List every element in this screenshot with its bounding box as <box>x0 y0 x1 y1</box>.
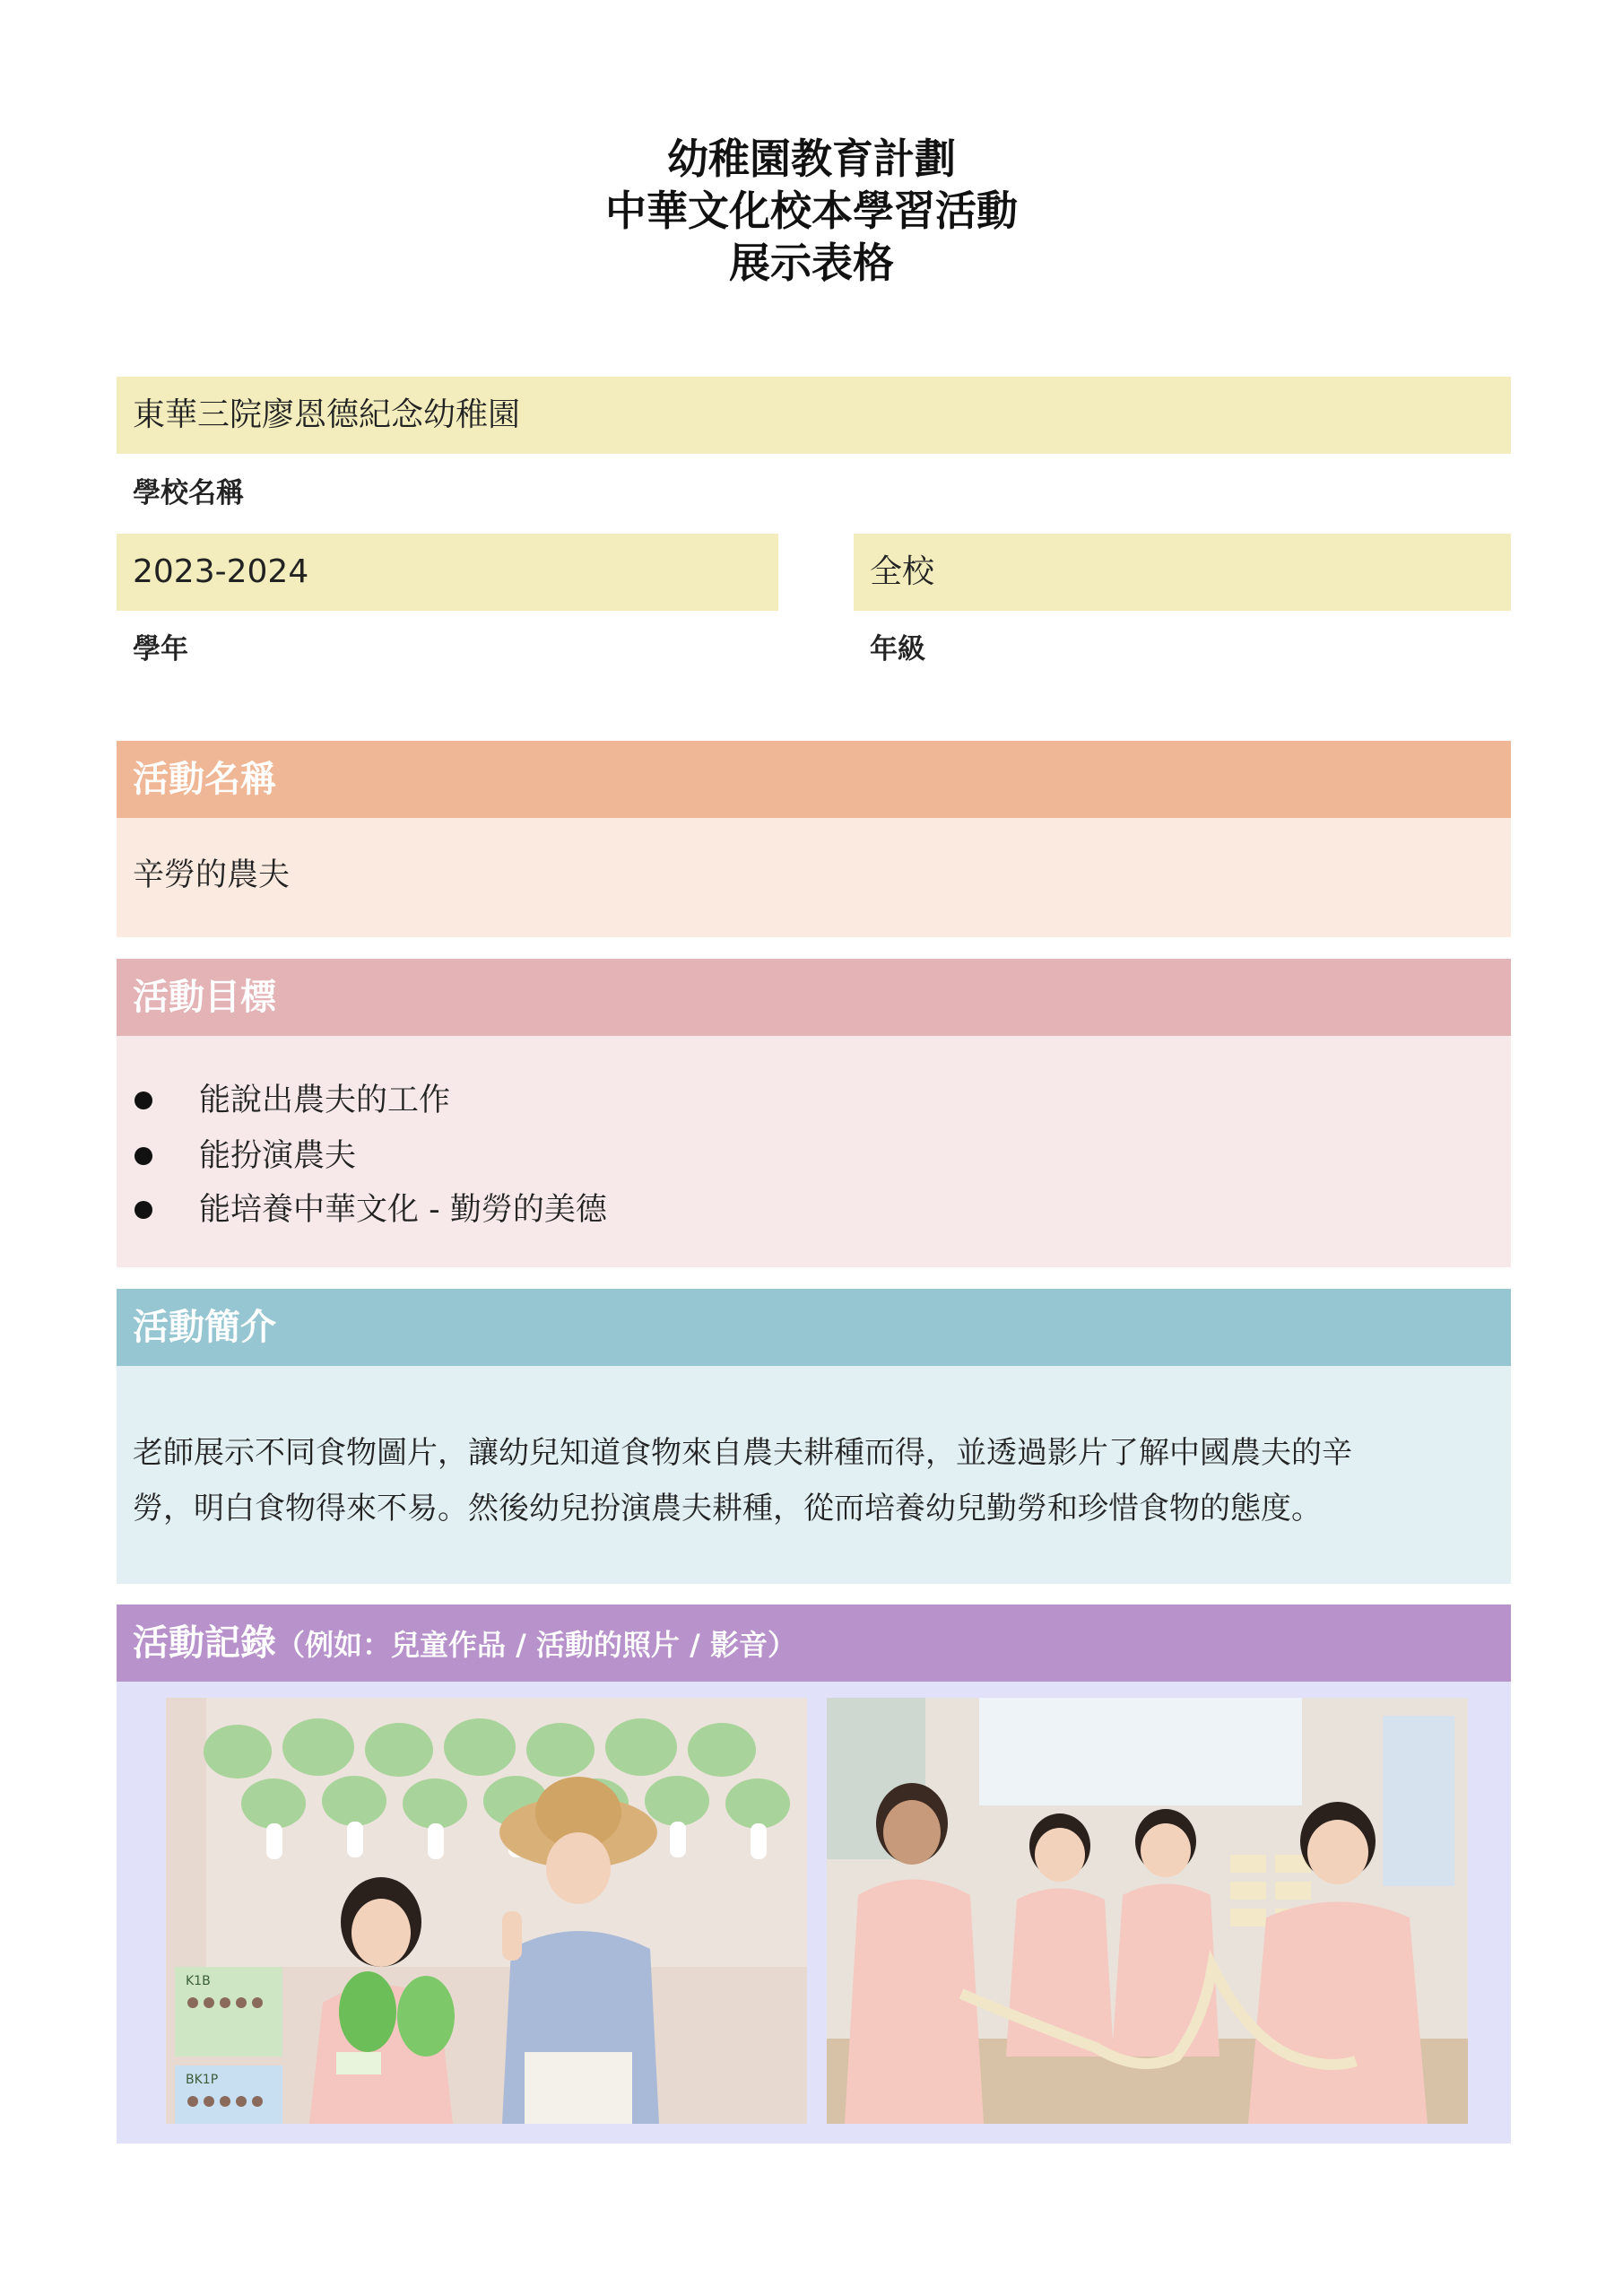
record-heading: 活動記錄 <box>133 1622 276 1664</box>
bullet-icon <box>135 1147 152 1165</box>
intro-line: 勞，明白食物得來不易。然後幼兒扮演農夫耕種，從而培養幼兒勤勞和珍惜食物的態度。 <box>133 1491 1322 1526</box>
photo-children-rope <box>827 1698 1468 2124</box>
activity-photo-2 <box>827 1698 1468 2124</box>
record-header <box>117 1605 1511 1682</box>
activity-name-value: 辛勞的農夫 <box>133 857 291 893</box>
objectives-body: 能說出農夫的工作 能扮演農夫 能培養中華文化 - 勤勞的美德 <box>117 1036 1511 1267</box>
wall-tag-bk1p: BK1P <box>186 2073 219 2087</box>
bullet-icon <box>135 1091 152 1109</box>
activity-name-body <box>117 818 1511 937</box>
school-year-label: 學年 <box>133 633 188 665</box>
activity-photo-1 <box>166 1698 807 2124</box>
page-title-line2: 中華文化校本學習活動 <box>605 187 1018 235</box>
school-name-field: 東華三院廖恩德紀念幼稚園 <box>117 377 1511 454</box>
grade-field: 全校 <box>854 534 1511 611</box>
school-year-field: 2023-2024 <box>117 534 778 611</box>
activity-name-header: 活動名稱 <box>117 741 1511 818</box>
page-title-line1: 幼稚園教育計劃 <box>667 135 956 183</box>
intro-body <box>117 1366 1511 1584</box>
record-subheading: （例如：兒童作品 / 活動的照片 / 影音） <box>276 1628 796 1662</box>
photo-farmer-with-cabbage <box>166 1698 807 2124</box>
bullet-icon <box>135 1201 152 1219</box>
intro-text <box>133 1425 1352 1536</box>
page-title-line3: 展示表格 <box>729 239 894 287</box>
wall-tag-k1b: K1B <box>186 1974 211 1988</box>
grade-label: 年級 <box>870 633 925 665</box>
school-name-label: 學校名稱 <box>133 477 244 509</box>
intro-header: 活動簡介 <box>117 1289 1511 1366</box>
objectives-header: 活動目標 <box>117 959 1511 1036</box>
intro-line: 老師展示不同食物圖片，讓幼兒知道食物來自農夫耕種而得，並透過影片了解中國農夫的辛 <box>133 1435 1352 1471</box>
